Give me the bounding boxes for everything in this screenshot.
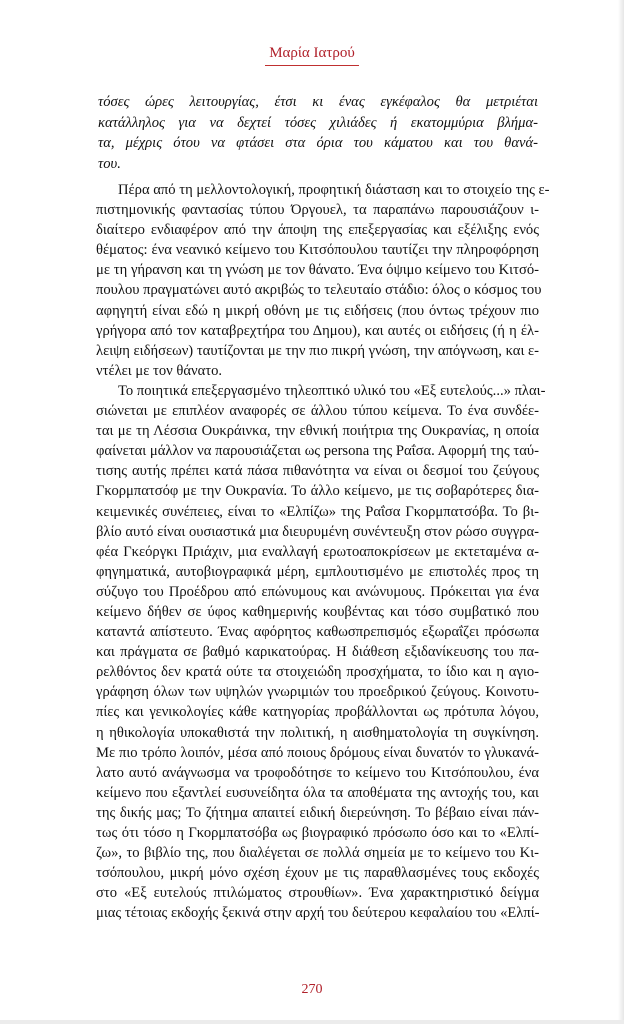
paragraph-line: μιας τέτοιας εκδοχής ξεκινά στην αρχή του δεύτερου κεφαλαίου του «Ελπί- bbox=[96, 905, 540, 922]
paragraph-line: κειμενικές συνέπειες, είναι το «Ελπίζω» της Ραΐσα Γκορμπατσόβα. Το βι- bbox=[96, 503, 539, 520]
paragraph-line: φαίνεται μάλλον να παρουσιάζεται ως persona της Ραΐσα. Αφορμή της ταύ- bbox=[96, 443, 539, 460]
page-number: 270 bbox=[301, 982, 323, 997]
paragraph-line: στο «Εξ ευτελούς πτιλώματος στρουθίων». Ένα χαρακτηριστικό δείγμα bbox=[96, 885, 539, 902]
paragraph-line: Γκορμπατσόφ με την Ουκρανία. Το άλλο κείμενο, με τις σοβαρότερες δια- bbox=[96, 483, 539, 500]
paragraph-line: με τη γήρανση και τη γνώση με τον θάνατο. Ένα όψιμο κείμενο του Κιτσό- bbox=[96, 262, 539, 279]
paragraph-line: της δικής μας; Το ζήτημα απαιτεί ειδική διερεύνηση. Το βέβαιο είναι πάν- bbox=[96, 804, 539, 821]
paragraph-line: λατο αυτό ανάγνωσμα να τροφοδότησε το κείμενο του Κιτσόπουλου, ένα bbox=[96, 764, 539, 781]
paragraph-line: Το ποιητικά επεξεργασμένο τηλεοπτικό υλικό του «Εξ ευτελούς...» πλαι- bbox=[118, 382, 546, 399]
quote-line: κατάλληλος για να δεχτεί τόσες χιλιάδες ή εκατομμύρια βλήμα- bbox=[98, 114, 538, 131]
paragraph-line: σύζυγο του Προέδρου από επώνυμους και ανώνυμους. Πρόκειται για ένα bbox=[96, 583, 539, 600]
paragraph-line: πιστημονικής φαντασίας τύπου Όργουελ, τα παραπάνω παρουσιάζουν ι- bbox=[96, 202, 539, 219]
paragraph-line: κείμενο δήθεν σε ύφος καθημερινής κουβέντας και τόσο συμβατικό που bbox=[96, 603, 539, 620]
running-title: Μαρία Ιατρού bbox=[265, 45, 359, 66]
paragraph-line: και πράγματα σε βαθμό καρικατούρας. Η διάθεση εξιδανίκευσης του πα- bbox=[96, 644, 539, 661]
quote-line: τα, μέχρις ότου να φτάσει στα όρια του κάματου και του θανά- bbox=[98, 135, 538, 151]
paragraph-line: βλίο αυτό είναι ουσιαστικά μια διευρυμένη συνέντευξη στον ρώσο συγγρα- bbox=[96, 523, 539, 540]
paragraph-line: ρελθόντος δεν κρατά ούτε τα στοιχειώδη προσχήματα, το ίδιο και η αγιο- bbox=[96, 664, 539, 681]
page-edge-shadow bbox=[618, 0, 624, 1024]
body-text bbox=[96, 180, 550, 923]
paragraph-line: καταντά απίστευτο. Ένας αφόρητος καθωσπρεπισμός εξωραΐζει πρόσωπα bbox=[96, 624, 539, 641]
paragraph-line: τως ότι τόσο η Γκορμπατσόβα ως βιογραφικό πρόσωπο όσο και το «Ελπί- bbox=[96, 825, 539, 841]
paragraph-line: φέα Γκεόργκι Πριάχιν, μια εναλλαγή ερωτοαποκρίσεων με εκτεταμένα α- bbox=[96, 543, 539, 560]
paragraph-line: ζω», το βιβλίο της, που διαλέγεται σε πολλά σημεία με το κείμενο του Κι- bbox=[96, 845, 539, 862]
quote-line: τόσες ώρες λειτουργίας, έτσι κι ένας εγκέφαλος θα μετριέται bbox=[98, 94, 538, 110]
quote-line: του. bbox=[98, 155, 121, 172]
paragraph-line: ται με τη Λέσσια Ουκράινκα, την εθνική ποιήτρια της Ουκρανίας, η οποία bbox=[96, 423, 539, 440]
paragraph-line: Με πιο τρόπο λοιπόν, μέσα από ποιους δρόμους είναι δυνατόν το γλυκανά- bbox=[96, 744, 539, 761]
paragraph-line: σιώνεται με επιπλέον αναφορές σε άλλου τύπου κείμενα. Το ένα συνδέε- bbox=[96, 403, 539, 420]
paragraph-line: τσόπουλου, μικρή μόνο σχέση έχουν με τις παραθλασμένες τους εκδοχές bbox=[96, 865, 539, 882]
paragraph-line: τισης αυτής πρέπει κατά πάσα πιθανότητα να είναι οι δεσμοί του ζεύγους bbox=[96, 463, 539, 480]
paragraph-line: η ηθικολογία υποκαθιστά την πολιτική, η αισθηματολογία τη συγκίνηση. bbox=[96, 724, 539, 741]
paragraph-line: γράφηση όλων των υψηλών γνωριμιών του προεδρικού ζεύγους. Κοινοτυ- bbox=[96, 684, 539, 701]
paragraph-line: κείμενο που εξαντλεί ευσυνείδητα όλα τα αποθέματα της αντοχής του, και bbox=[96, 784, 539, 801]
block-quote bbox=[98, 92, 538, 174]
paragraph-line: Πέρα από τη μελλοντολογική, προφητική διάσταση και το στοιχείο της ε- bbox=[118, 182, 550, 198]
paragraph-line: θέματος: ένα νεανικό κείμενο του Κιτσόπουλου ταυτίζει την πληροφόρηση bbox=[96, 242, 539, 259]
paragraph-line: αφηγητή είναι εδώ η μικρή οθόνη με τις ειδήσεις (που όντως τρέχουν πιο bbox=[96, 302, 539, 319]
paragraph-line: λειψη ειδήσεων) ταυτίζονται με την πιο πικρή γνώση, την απόγνωση, και ε- bbox=[96, 342, 540, 359]
paragraph-line: πουλου πραγματώνει αυτό ακριβώς το τελευταίο στάδιο: όλος ο κόσμος του bbox=[96, 282, 542, 299]
paragraph-line: διαίτερο ενδιαφέρον από την άποψη της επεξεργασίας και εξέλιξης ενός bbox=[96, 222, 539, 239]
paragraph-line: ντέλει με τον θάνατο. bbox=[96, 362, 223, 379]
paragraph-line: πίες και γενικολογίες κάθε κατηγορίας προβάλλονται ως πρότυπα λόγου, bbox=[96, 704, 539, 721]
page-bottom-edge bbox=[0, 1020, 624, 1024]
paragraph-line: γρήγορα από τον καταβρεχτήρα του Δημου), και αυτές οι ειδήσεις (ή η έλ- bbox=[96, 322, 539, 339]
paragraph-line: φηγηματικά, αυτοβιογραφικά μέρη, εμπλουτισμένο με επιστολές προς τη bbox=[96, 563, 539, 580]
running-head bbox=[0, 44, 624, 66]
